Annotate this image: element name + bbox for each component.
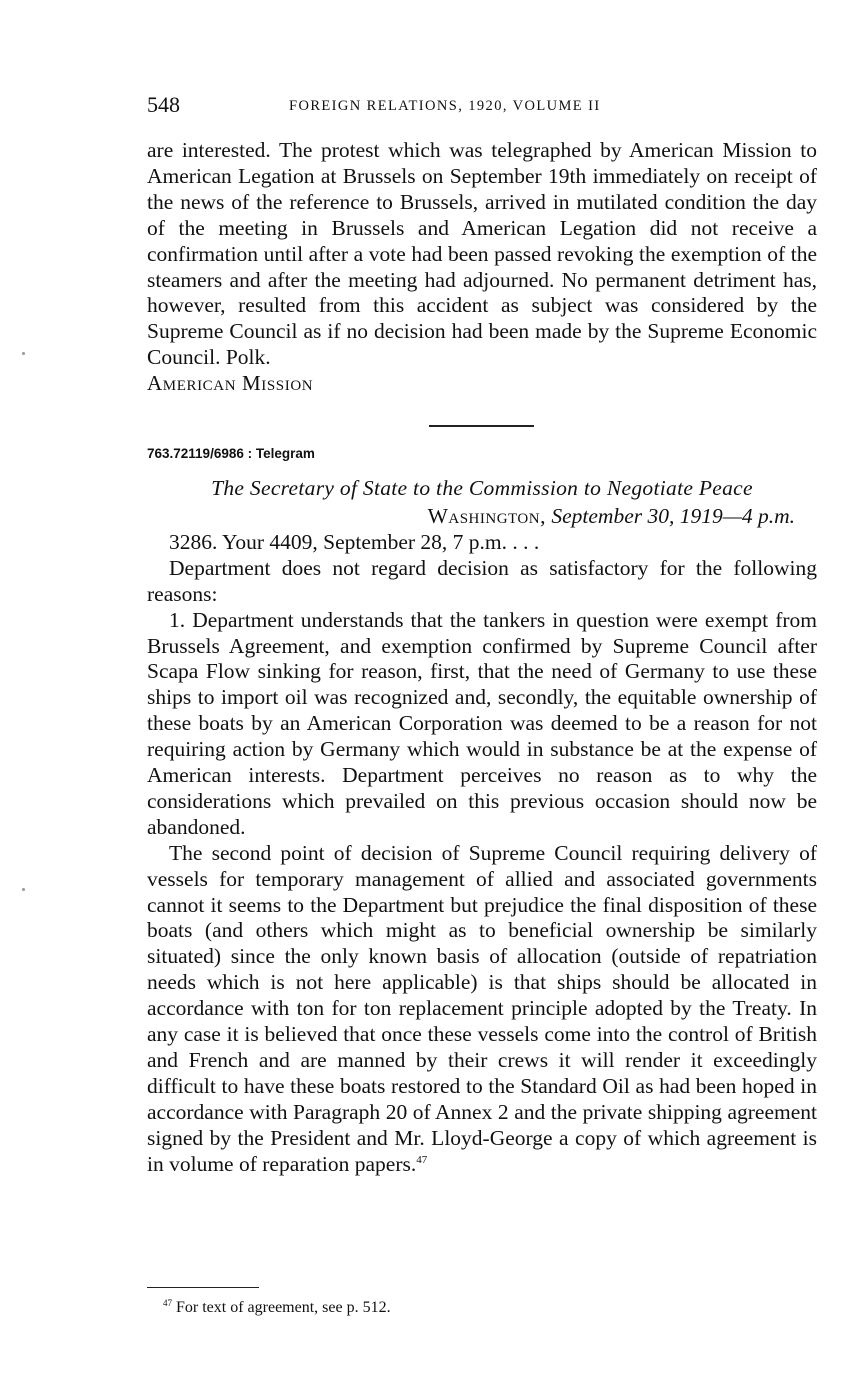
telegram-paragraph: 1. Department understands that the tankers in question were exempt from Brussels Agreement, and exemption confirmed by Supreme Council after Scapa Flow sinking for reason, first, that the need of Germany to use these ships to import oil was recognized and, secondly, the equitable ownership of these boats by an American Corporation was deemed to be a reason for not requiring action by Germany which would in substance be at the expense of American interests. Department perceives no reason as to why the considerations which prevailed on this previous occasion should now be abandoned. <box>147 607 817 839</box>
section-divider <box>429 425 534 427</box>
margin-speck <box>22 352 25 355</box>
document-title: The Secretary of State to the Commission to Negotiate Peace <box>211 476 753 501</box>
footnote-marker: 47 <box>163 1298 172 1308</box>
telegram-paragraph-text: The second point of decision of Supreme Council requiring delivery of vessels for temporary management of allied and associated governments cannot it seems to the Department but prejudice the final disposition of these boats (and others which might as to beneficial ownership be similarly situated) since the only known basis of allocation (outside of repatriation needs which is not here applicable) is that ships should be allocated in accordance with ton for ton replacement principle adopted by the Treaty. In any case it is believed that once these vessels come into the control of British and French and are manned by their crews it will render it exceedingly difficult to have these boats restored to the Standard Oil as had been hoped in accordance with Paragraph 20 of Annex 2 and the private shipping agreement signed by the President and Mr. Lloyd-George a copy of which agreement is in volume of reparation papers. <box>147 840 817 1176</box>
footnote <box>163 1299 391 1317</box>
footnote-reference[interactable]: 47 <box>416 1153 428 1166</box>
file-reference: 763.72119/6986 : Telegram <box>147 446 315 462</box>
telegram-paragraph: 3286. Your 4409, September 28, 7 p.m. . . . <box>169 529 540 554</box>
running-title: FOREIGN RELATIONS, 1920, VOLUME II <box>289 98 601 114</box>
dateline-place: Washington, <box>427 503 546 528</box>
page-header <box>147 92 817 122</box>
telegram-paragraph <box>147 841 817 1178</box>
continuation-paragraph: are interested. The protest which was telegraphed by American Mission to American Legation at Brussels on September 19th immediately on receipt of the news of the reference to Brussels, arrived in mutilated condition the day of the meeting in Brussels and American Legation did not receive a confirmation until after a vote had been passed revoking the exemption of the steamers and after the meeting had adjourned. No permanent detriment has, however, resulted from this accident as subject was considered by the Supreme Council as if no decision had been made by the Supreme Economic Council. Polk. <box>147 138 817 370</box>
page-body <box>147 138 817 1178</box>
telegram-paragraph: Department does not regard decision as satisfactory for the following reasons: <box>147 555 817 606</box>
margin-speck <box>22 888 25 891</box>
footnote-rule <box>147 1287 259 1288</box>
dateline <box>147 504 817 530</box>
footnote-text: For text of agreement, see p. 512. <box>176 1299 391 1316</box>
dateline-date: September 30, 1919—4 p.m. <box>551 503 795 528</box>
page-number: 548 <box>147 92 180 117</box>
signature: American Mission <box>147 371 314 396</box>
